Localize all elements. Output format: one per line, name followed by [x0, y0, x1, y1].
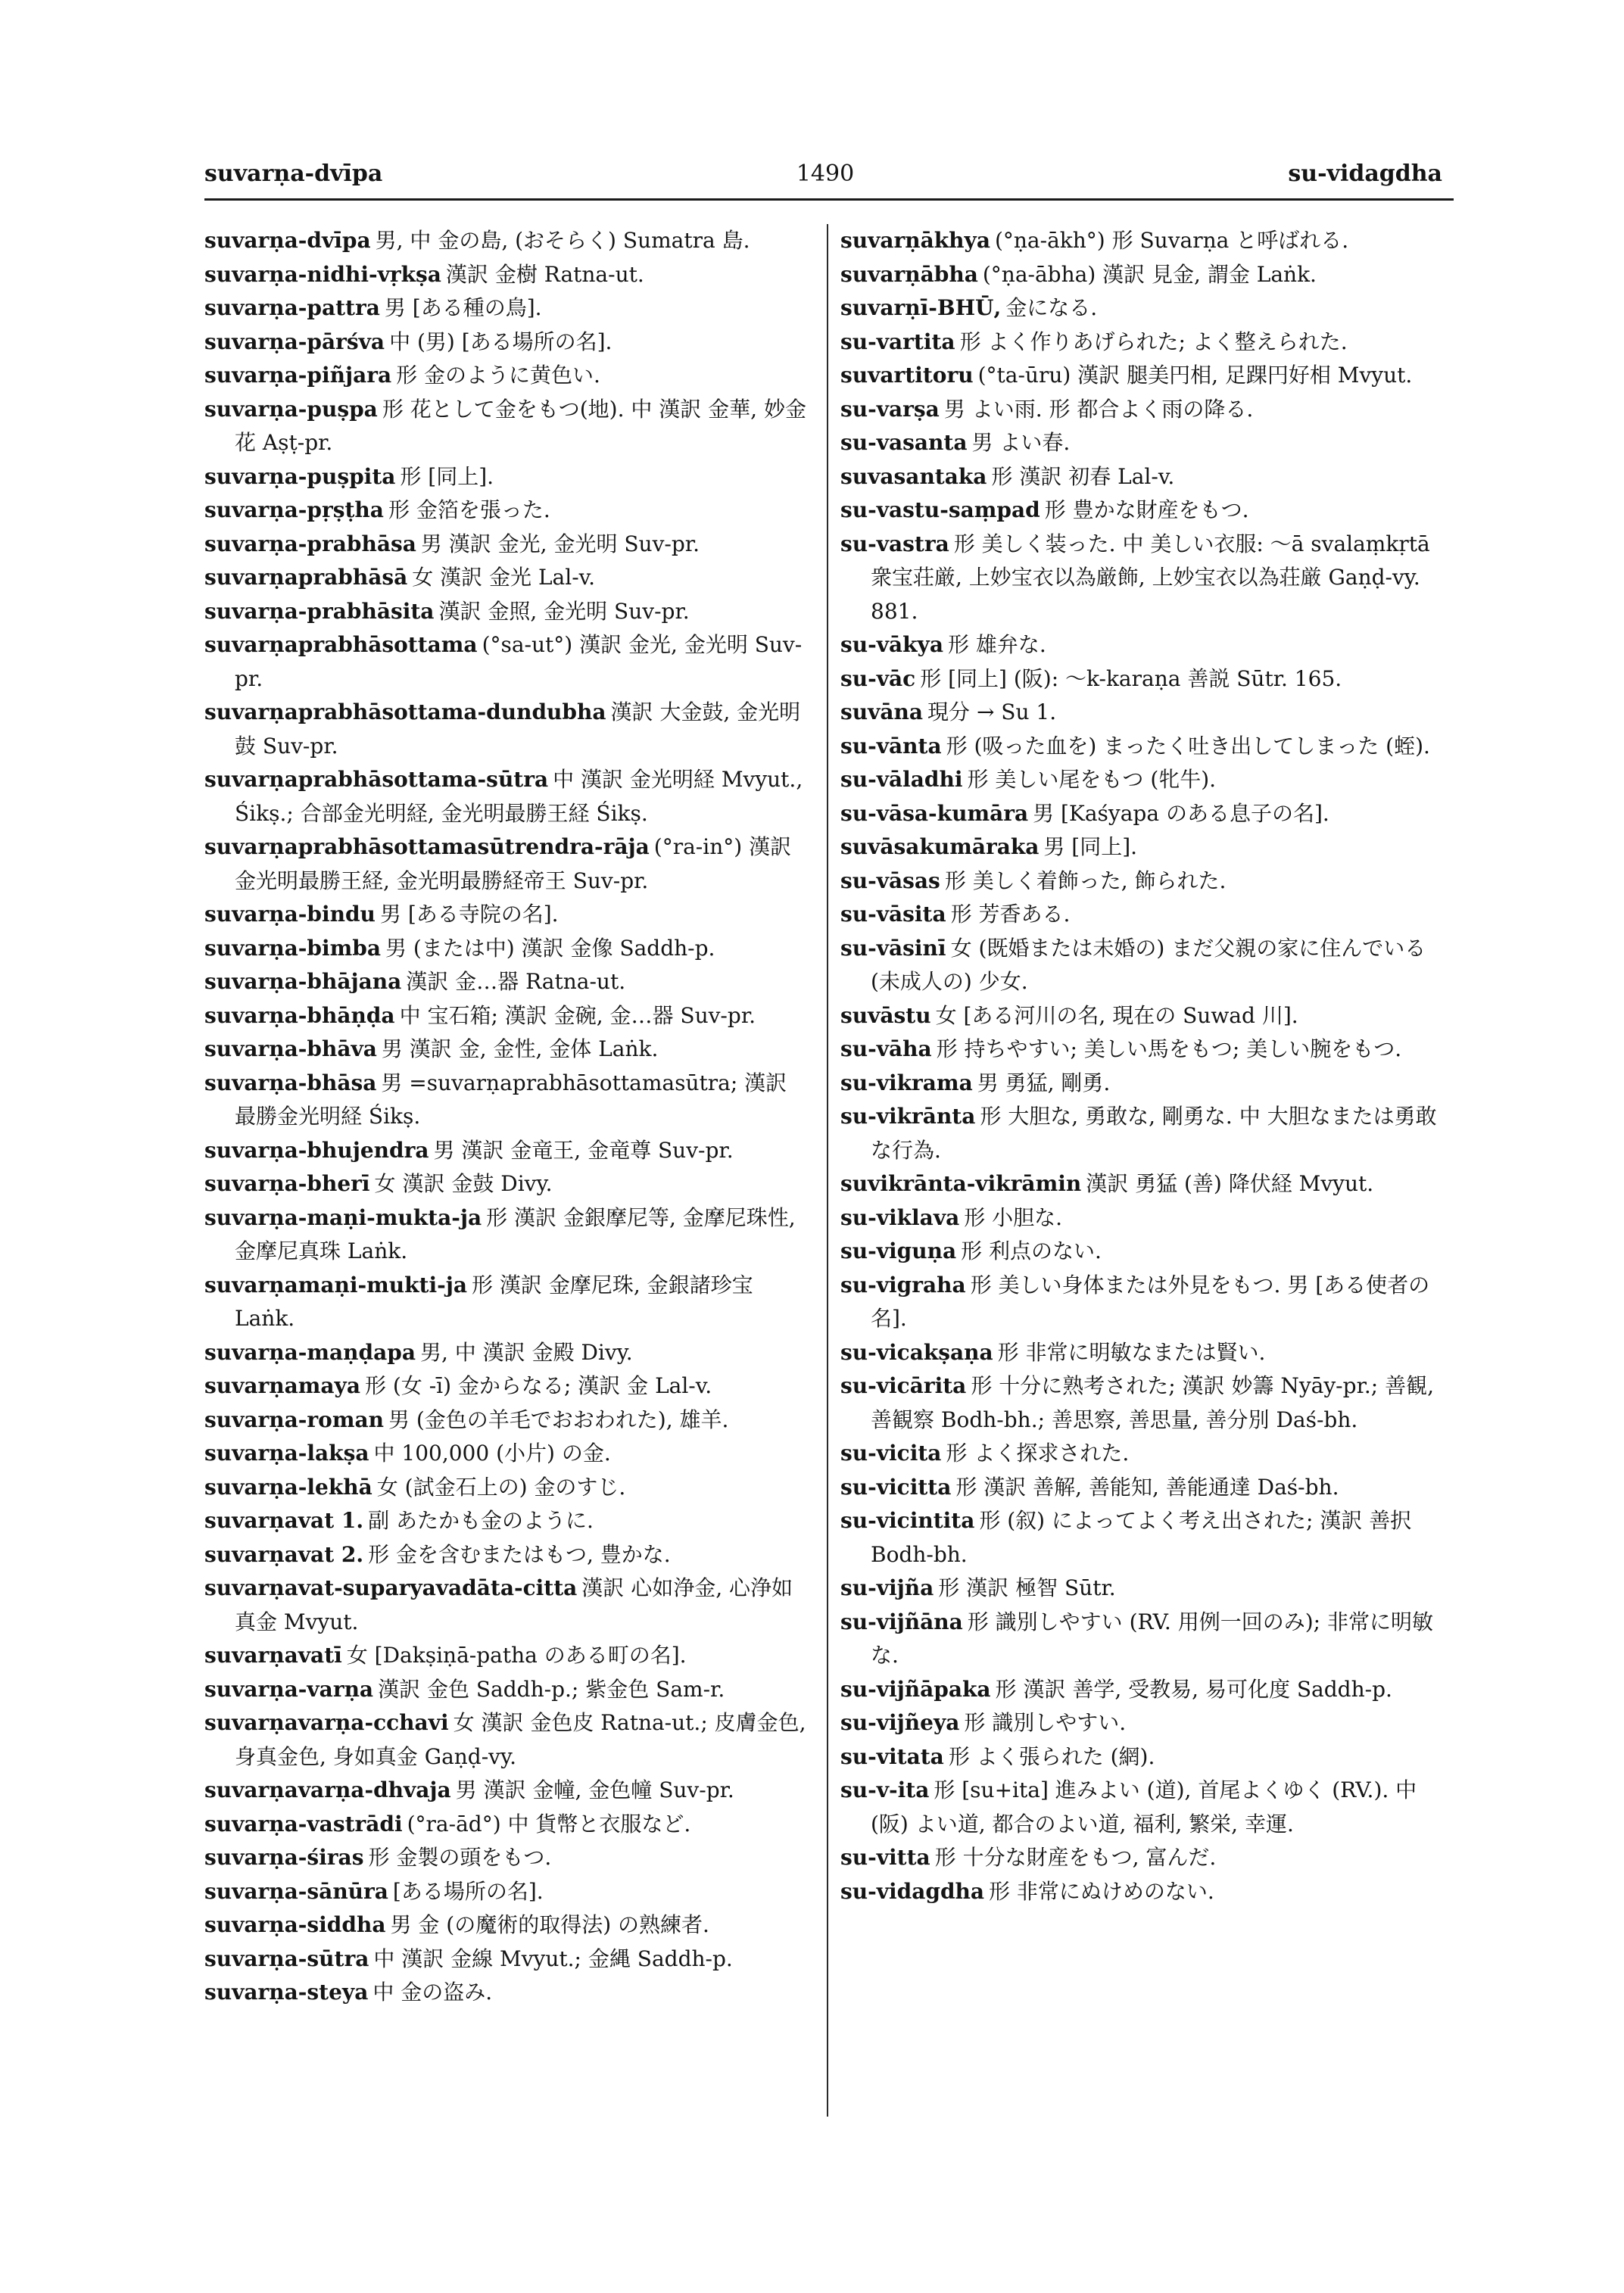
entry-headword: su-vijñeya — [840, 1710, 960, 1735]
entry-headword: su-vicitta — [840, 1474, 952, 1500]
dictionary-entry — [204, 1033, 810, 1067]
dictionary-entry — [840, 1673, 1446, 1707]
dictionary-entry — [204, 291, 810, 326]
entry-headword: suvarṇaprabhāsottama-sūtra — [204, 767, 549, 792]
dictionary-entry — [840, 865, 1446, 899]
entry-definition: 形 漢訳 金摩尼珠, 金銀諸珍宝 Laṅk. — [235, 1272, 753, 1331]
page-number: 1490 — [796, 160, 855, 187]
dictionary-entry — [840, 258, 1446, 292]
entry-headword: suvarṇaprabhāsottamasūtrendra-rāja — [204, 834, 650, 859]
entry-definition: 形 非常に明敏なまたは賢い. — [997, 1339, 1266, 1365]
entry-headword: suvarṇa-bhāva — [204, 1036, 377, 1061]
entry-definition: 形 小胆な. — [964, 1204, 1063, 1230]
entry-headword: su-vitata — [840, 1743, 944, 1769]
dictionary-entry — [840, 763, 1446, 797]
entry-definition: (°ṇa-ābha) 漢訳 見金, 謂金 Laṅk. — [982, 261, 1317, 287]
entry-headword: su-vijñāna — [840, 1609, 963, 1634]
entry-definition: 女 [ある河川の名, 現在の Suwad 川]. — [935, 1002, 1298, 1028]
dictionary-entry — [840, 1706, 1446, 1740]
dictionary-entry — [840, 1875, 1446, 1909]
dictionary-entry — [840, 426, 1446, 460]
entry-headword: suvarṇa-bimba — [204, 935, 381, 961]
entry-definition: 漢訳 心如浄金, 心浄如真金 Mvyut. — [235, 1575, 793, 1634]
entry-definition: 中 金の盗み. — [372, 1980, 493, 2005]
dictionary-entry — [840, 932, 1446, 999]
entry-definition: 形 十分に熟考された; 漢訳 妙籌 Nyāy-pr.; 善観, 善観察 Bodh-bh.; 善思察, 善思量, 善分別 Daś-bh. — [871, 1373, 1435, 1432]
dictionary-entry — [204, 561, 810, 595]
dictionary-entry — [204, 1774, 810, 1808]
entry-definition: 形 金製の頭をもつ. — [368, 1845, 552, 1870]
entry-definition: 男, 中 金の島, (おそらく) Sumatra 島. — [375, 228, 750, 253]
entry-definition: 中 漢訳 金光明経 Mvyut., Śikṣ.; 合部金光明経, 金光明最勝王経 Śikṣ. — [235, 767, 803, 826]
entry-definition: 男 勇猛, 剛勇. — [977, 1070, 1111, 1095]
dictionary-entry — [204, 1875, 810, 1909]
entry-headword: su-vicārita — [840, 1373, 967, 1398]
entry-headword: su-vigraha — [840, 1272, 966, 1298]
entry-headword: suvarṇa-bhājana — [204, 969, 402, 994]
entry-headword: suvarṇa-sūtra — [204, 1946, 369, 1971]
dictionary-entry — [840, 797, 1446, 831]
entry-definition: 形 よく探求された. — [946, 1441, 1130, 1466]
dictionary-entry — [840, 830, 1446, 865]
dictionary-entry — [204, 1134, 810, 1168]
entry-headword: suvarṇavat 2. — [204, 1541, 364, 1567]
entry-definition: 男 [ある種の鳥]. — [384, 295, 542, 320]
entry-definition: 男 漢訳 金竜王, 金竜尊 Suv-pr. — [433, 1137, 734, 1163]
entry-definition: 男 漢訳 金光, 金光明 Suv-pr. — [420, 531, 700, 556]
entry-definition: 形 [同上] (阪): ～k-karaṇa 善説 Sūtr. 165. — [920, 665, 1342, 691]
entry-headword: suvarṇa-dvīpa — [204, 228, 371, 253]
dictionary-entry — [840, 662, 1446, 696]
entry-definition: 女 [Dakṣiṇā-patha のある町の名]. — [346, 1643, 687, 1668]
entry-headword: su-vasanta — [840, 430, 968, 455]
dictionary-entry — [204, 1369, 810, 1404]
dictionary-entry — [840, 999, 1446, 1033]
entry-definition: 形 大胆な, 勇敢な, 剛勇な. 中 大胆なまたは勇敢な行為. — [871, 1104, 1437, 1163]
dictionary-entry — [204, 1706, 810, 1774]
entry-headword: su-vartita — [840, 329, 955, 354]
entry-headword: suvāsakumāraka — [840, 834, 1040, 859]
dictionary-entry — [204, 258, 810, 292]
entry-definition: 形 芳香ある. — [950, 902, 1071, 927]
entry-definition: (°sa-ut°) 漢訳 金光, 金光明 Suv-pr. — [235, 632, 803, 691]
dictionary-entry — [204, 898, 810, 932]
entry-definition: 漢訳 金照, 金光明 Suv-pr. — [438, 598, 690, 624]
dictionary-entry — [204, 763, 810, 830]
entry-headword: suvāstu — [840, 1002, 931, 1028]
entry-definition: 男, 中 漢訳 金殿 Divy. — [419, 1339, 633, 1365]
entry-definition: 形 漢訳 金銀摩尼等, 金摩尼珠性, 金摩尼真珠 Laṅk. — [235, 1204, 796, 1263]
entry-headword: suvarṇa-siddha — [204, 1912, 386, 1937]
dictionary-entry — [204, 1808, 810, 1842]
entry-definition: 女 漢訳 金鼓 Divy. — [374, 1171, 553, 1196]
entry-definition: 漢訳 大金鼓, 金光明鼓 Suv-pr. — [235, 699, 801, 759]
dictionary-entry — [840, 1504, 1446, 1572]
entry-headword: suvarṇavarṇa-cchavi — [204, 1710, 449, 1735]
dictionary-entry — [204, 460, 810, 494]
entry-headword: suvarṇa-prabhāsita — [204, 598, 435, 624]
dictionary-entry — [204, 326, 810, 360]
entry-headword: suvarṇaprabhāsottama-dundubha — [204, 699, 606, 724]
dictionary-entry — [204, 830, 810, 898]
dictionary-entry — [840, 1606, 1446, 1673]
dictionary-entry — [840, 326, 1446, 360]
entry-definition: 形 (女 -ī) 金からなる; 漢訳 金 Lal-v. — [364, 1373, 712, 1398]
dictionary-entry — [204, 696, 810, 763]
dictionary-entry — [204, 528, 810, 562]
dictionary-entry — [204, 1269, 810, 1336]
entry-headword: su-viklava — [840, 1204, 960, 1230]
entry-definition: 女 (既婚または未婚の) まだ父親の家に住んでいる (未成人の) 少女. — [871, 935, 1426, 994]
dictionary-entry — [840, 1774, 1446, 1841]
dictionary-entry — [204, 595, 810, 629]
dictionary-entry — [840, 1033, 1446, 1067]
entry-headword: suvarṇavat-suparyavadāta-citta — [204, 1575, 578, 1600]
entry-definition: 形 美しい身体または外見をもつ. 男 [ある使者の名]. — [871, 1272, 1430, 1331]
dictionary-entry — [204, 224, 810, 258]
entry-headword: suvarṇa-bhujendra — [204, 1137, 429, 1163]
entry-definition: 漢訳 金色 Saddh-p.; 紫金色 Sam-r. — [378, 1676, 725, 1702]
entry-definition: 形 豊かな財産をもつ. — [1044, 497, 1249, 522]
entry-headword: su-vijñāpaka — [840, 1676, 991, 1702]
entry-definition: 形 持ちやすい; 美しい馬をもつ; 美しい腕をもつ. — [936, 1036, 1402, 1061]
dictionary-entry — [204, 1067, 810, 1134]
entry-headword: suvarṇa-bindu — [204, 902, 376, 927]
dictionary-entry — [840, 528, 1446, 629]
dictionary-entry — [840, 1740, 1446, 1774]
entry-definition: 形 金のように黄色い. — [396, 363, 600, 388]
entry-definition: 男 =suvarṇaprabhāsottamasūtra; 漢訳 最勝金光明経 Śikṣ. — [235, 1070, 787, 1129]
dictionary-entry — [840, 1369, 1446, 1437]
entry-headword: su-vāsinī — [840, 935, 946, 961]
entry-headword: suvarṇamaya — [204, 1373, 360, 1398]
dictionary-entry — [204, 628, 810, 696]
dictionary-entry — [840, 1167, 1446, 1201]
dictionary-entry — [204, 1167, 810, 1201]
entry-headword: suvāna — [840, 699, 924, 724]
entry-definition: 形 識別しやすい (RV. 用例一回のみ); 非常に明敏な. — [871, 1609, 1433, 1668]
entry-definition: 男 金 (の魔術的取得法) の熟練者. — [390, 1912, 709, 1937]
entry-headword: suvarṇa-bhāṇḍa — [204, 1002, 395, 1028]
entry-headword: suvarṇākhya — [840, 228, 990, 253]
entry-headword: su-vāc — [840, 665, 916, 691]
entry-headword: su-vijña — [840, 1575, 934, 1600]
entry-headword: su-vānta — [840, 733, 942, 759]
dictionary-entry — [840, 1471, 1446, 1505]
entry-headword: suvarṇavatī — [204, 1643, 342, 1668]
dictionary-entry — [840, 393, 1446, 427]
entry-headword: su-vāsita — [840, 902, 946, 927]
entry-definition: 現分 → Su 1. — [927, 699, 1057, 724]
entry-definition: 形 [su+ita] 進みよい (道), 首尾よくゆく (RV.). 中 (阪) よい道, 都合のよい道, 福利, 繁栄, 幸運. — [871, 1777, 1417, 1837]
entry-headword: suvarṇa-lakṣa — [204, 1441, 369, 1466]
dictionary-entry — [204, 999, 810, 1033]
entry-definition: 形 漢訳 善解, 善能知, 善能通達 Daś-bh. — [955, 1474, 1339, 1500]
entry-definition: [ある場所の名]. — [392, 1878, 544, 1904]
left-column — [204, 224, 810, 2010]
entry-definition: 男 漢訳 金, 金性, 金体 Laṅk. — [381, 1036, 659, 1061]
entry-definition: 形 美しい尾をもつ (牝牛). — [967, 767, 1217, 792]
entry-definition: 形 漢訳 初春 Lal-v. — [991, 463, 1175, 489]
entry-definition: 副 あたかも金のように. — [368, 1508, 594, 1533]
entry-headword: suvarṇa-maṇi-mukta-ja — [204, 1204, 482, 1230]
entry-definition: 女 漢訳 金光 Lal-v. — [412, 565, 596, 590]
entry-headword: su-vicita — [840, 1441, 942, 1466]
entry-definition: (°ra-in°) 漢訳 金光明最勝王経, 金光明最勝経帝王 Suv-pr. — [235, 834, 792, 893]
entry-definition: 形 識別しやすい. — [964, 1710, 1127, 1735]
entry-definition: 男 (または中) 漢訳 金像 Saddh-p. — [385, 935, 715, 961]
dictionary-entry — [840, 1269, 1446, 1336]
entry-headword: su-viguṇa — [840, 1238, 957, 1263]
entry-headword: suvarṇa-prabhāsa — [204, 531, 416, 556]
entry-definition: 形 美しく装った. 中 美しい衣服: ～ā svalaṃkṛtā 衆宝荘厳, 上妙宝衣以為厳飾, 上妙宝衣以為荘厳 Gaṇḍ-vy. 881. — [871, 531, 1430, 624]
entry-headword: suvarṇa-bherī — [204, 1171, 370, 1196]
entry-headword: su-vicintita — [840, 1508, 975, 1533]
running-head-left: suvarṇa-dvīpa — [204, 160, 383, 187]
entry-definition: 女 (試金石上の) 金のすじ. — [376, 1474, 626, 1500]
dictionary-entry — [840, 460, 1446, 494]
entry-headword: suvarṇa-vastrādi — [204, 1811, 403, 1837]
entry-definition: 形 (吸った血を) まったく吐き出してしまった (蛭). — [946, 733, 1430, 759]
entry-definition: 形 雄弁な. — [947, 632, 1046, 657]
entry-definition: 金になる. — [1005, 295, 1098, 320]
dictionary-entry — [840, 696, 1446, 730]
dictionary-entry — [204, 1673, 810, 1707]
entry-definition: 男 よい春. — [971, 430, 1071, 455]
column-divider — [827, 224, 828, 2117]
entry-headword: su-vastu-saṃpad — [840, 497, 1040, 522]
dictionary-entry — [840, 224, 1446, 258]
entry-definition: 男 [ある寺院の名]. — [379, 902, 559, 927]
entry-definition: 男 よい雨. 形 都合よく雨の降る. — [943, 396, 1254, 422]
entry-headword: suvarṇa-nidhi-vṛkṣa — [204, 261, 441, 287]
entry-headword: suvarṇavarṇa-dhvaja — [204, 1777, 451, 1802]
entry-headword: suvarṇa-pattra — [204, 295, 380, 320]
dictionary-entry — [840, 1100, 1446, 1167]
dictionary-entry — [204, 1976, 810, 2010]
entry-definition: 漢訳 金…器 Ratna-ut. — [406, 969, 626, 994]
dictionary-entry — [840, 1201, 1446, 1235]
entry-headword: suvarṇamaṇi-mukti-ja — [204, 1272, 468, 1298]
entry-headword: su-vākya — [840, 632, 943, 657]
entry-headword: su-vastra — [840, 531, 949, 556]
entry-definition: 男 (金色の羊毛でおおわれた), 雄羊. — [388, 1407, 729, 1432]
header-rule — [204, 198, 1454, 201]
dictionary-entry — [840, 1336, 1446, 1370]
entry-headword: suvarṇa-puṣpita — [204, 463, 396, 489]
dictionary-entry — [204, 1639, 810, 1673]
dictionary-entry — [840, 1572, 1446, 1606]
entry-headword: su-varṣa — [840, 396, 940, 422]
entry-definition: 漢訳 金樹 Ratna-ut. — [445, 261, 644, 287]
entry-definition: 中 漢訳 金線 Mvyut.; 金縄 Saddh-p. — [373, 1946, 733, 1971]
entry-definition: 男 [同上]. — [1043, 834, 1138, 859]
dictionary-entry — [840, 1067, 1446, 1101]
dictionary-entry — [840, 291, 1446, 326]
entry-headword: su-vāha — [840, 1036, 932, 1061]
entry-definition: 中 宝石箱; 漢訳 金碗, 金…器 Suv-pr. — [399, 1002, 756, 1028]
dictionary-entry — [204, 1336, 810, 1370]
entry-definition: (°ṇa-ākh°) 形 Suvarṇa と呼ばれる. — [994, 228, 1349, 253]
entry-definition: 形 よく作りあげられた; よく整えられた. — [959, 329, 1348, 354]
dictionary-entry — [204, 932, 810, 966]
dictionary-entry — [204, 1572, 810, 1639]
entry-headword: suvarṇa-lekhā — [204, 1474, 372, 1500]
entry-definition: 中 (男) [ある場所の名]. — [389, 329, 613, 354]
entry-headword: suvarṇa-sānūra — [204, 1878, 388, 1904]
entry-definition: 形 十分な財産をもつ, 富んだ. — [934, 1845, 1217, 1870]
entry-headword: su-vicakṣaṇa — [840, 1339, 993, 1365]
dictionary-entry — [204, 1841, 810, 1875]
entry-definition: (°ta-ūru) 漢訳 腿美円相, 足踝円好相 Mvyut. — [977, 363, 1413, 388]
entry-headword: su-vāladhi — [840, 767, 963, 792]
dictionary-entry — [204, 1404, 810, 1438]
dictionary-entry — [204, 393, 810, 460]
entry-definition: 女 漢訳 金色皮 Ratna-ut.; 皮膚金色, 身真金色, 身如真金 Gaṇḍ-vy. — [235, 1710, 806, 1769]
entry-definition: 中 100,000 (小片) の金. — [373, 1441, 611, 1466]
entry-headword: suvarṇaprabhāsā — [204, 565, 408, 590]
dictionary-entry — [840, 898, 1446, 932]
entry-headword: su-vāsa-kumāra — [840, 800, 1029, 826]
entry-definition: 形 非常にぬけめのない. — [989, 1878, 1214, 1904]
entry-headword: su-vāsas — [840, 868, 940, 893]
entry-definition: 形 漢訳 善学, 受教易, 易可化度 Saddh-p. — [995, 1676, 1392, 1702]
dictionary-entry — [840, 730, 1446, 764]
entry-headword: suvarṇavat 1. — [204, 1508, 364, 1533]
dictionary-entry — [840, 359, 1446, 393]
entry-headword: suvarṇa-bhāsa — [204, 1070, 377, 1095]
entry-definition: 形 金を含むまたはもつ, 豊かな. — [368, 1541, 671, 1567]
dictionary-entry — [204, 1908, 810, 1943]
entry-headword: su-vikrānta — [840, 1104, 976, 1129]
entry-headword: suvarṇa-roman — [204, 1407, 384, 1432]
dictionary-entry — [840, 1841, 1446, 1875]
entry-headword: suvarṇa-pārśva — [204, 329, 385, 354]
entry-headword: suvarṇa-varṇa — [204, 1676, 374, 1702]
dictionary-entry — [840, 494, 1446, 528]
entry-headword: suvarṇī-BHŪ, — [840, 295, 1002, 320]
dictionary-entry — [840, 1437, 1446, 1471]
dictionary-entry — [840, 1235, 1446, 1269]
dictionary-entry — [204, 1201, 810, 1269]
entry-definition: 形 花として金をもつ(地). 中 漢訳 金華, 妙金花 Aṣṭ-pr. — [235, 396, 806, 455]
entry-definition: 漢訳 勇猛 (善) 降伏経 Mvyut. — [1086, 1171, 1374, 1196]
dictionary-entry — [204, 359, 810, 393]
dictionary-entry — [204, 965, 810, 999]
entry-definition: 男 漢訳 金幢, 金色幢 Suv-pr. — [455, 1777, 734, 1802]
dictionary-entry — [204, 1943, 810, 1977]
entry-headword: suvarṇaprabhāsottama — [204, 632, 478, 657]
entry-definition: 形 漢訳 極智 Sūtr. — [938, 1575, 1116, 1600]
entry-headword: su-vidagdha — [840, 1878, 985, 1904]
entry-definition: 形 (叙) によってよく考え出された; 漢訳 善択 Bodh-bh. — [871, 1508, 1412, 1567]
dictionary-entry — [204, 1471, 810, 1505]
running-head-right: su-vidagdha — [1288, 160, 1442, 187]
dictionary-entry — [204, 1538, 810, 1572]
entry-definition: 形 [同上]. — [400, 463, 494, 489]
entry-definition: (°ra-ād°) 中 貨幣と衣服など. — [407, 1811, 691, 1837]
dictionary-entry — [204, 1504, 810, 1538]
dictionary-entry — [204, 1437, 810, 1471]
entry-definition: 形 金箔を張った. — [388, 497, 550, 522]
entry-headword: suvarṇa-piñjara — [204, 363, 392, 388]
entry-headword: suvarṇa-maṇḍapa — [204, 1339, 416, 1365]
entry-headword: suvasantaka — [840, 463, 987, 489]
entry-headword: suvarṇābha — [840, 261, 978, 287]
entry-definition: 形 美しく着飾った, 飾られた. — [944, 868, 1227, 893]
entry-headword: suvarṇa-pṛṣṭha — [204, 497, 384, 522]
entry-headword: su-v-ita — [840, 1777, 930, 1802]
entry-definition: 形 よく張られた (網). — [948, 1743, 1155, 1769]
right-column — [840, 224, 1446, 1908]
dictionary-entry — [840, 628, 1446, 662]
entry-headword: suvarṇa-puṣpa — [204, 396, 378, 422]
entry-headword: suvikrānta-vikrāmin — [840, 1171, 1082, 1196]
entry-headword: su-vitta — [840, 1845, 930, 1870]
entry-headword: suvarṇa-steya — [204, 1980, 369, 2005]
dictionary-entry — [204, 494, 810, 528]
entry-definition: 形 利点のない. — [961, 1238, 1102, 1263]
entry-headword: suvarṇa-śiras — [204, 1845, 364, 1870]
entry-headword: su-vikrama — [840, 1070, 973, 1095]
entry-headword: suvartitoru — [840, 363, 974, 388]
entry-definition: 男 [Kaśyapa のある息子の名]. — [1033, 800, 1329, 826]
